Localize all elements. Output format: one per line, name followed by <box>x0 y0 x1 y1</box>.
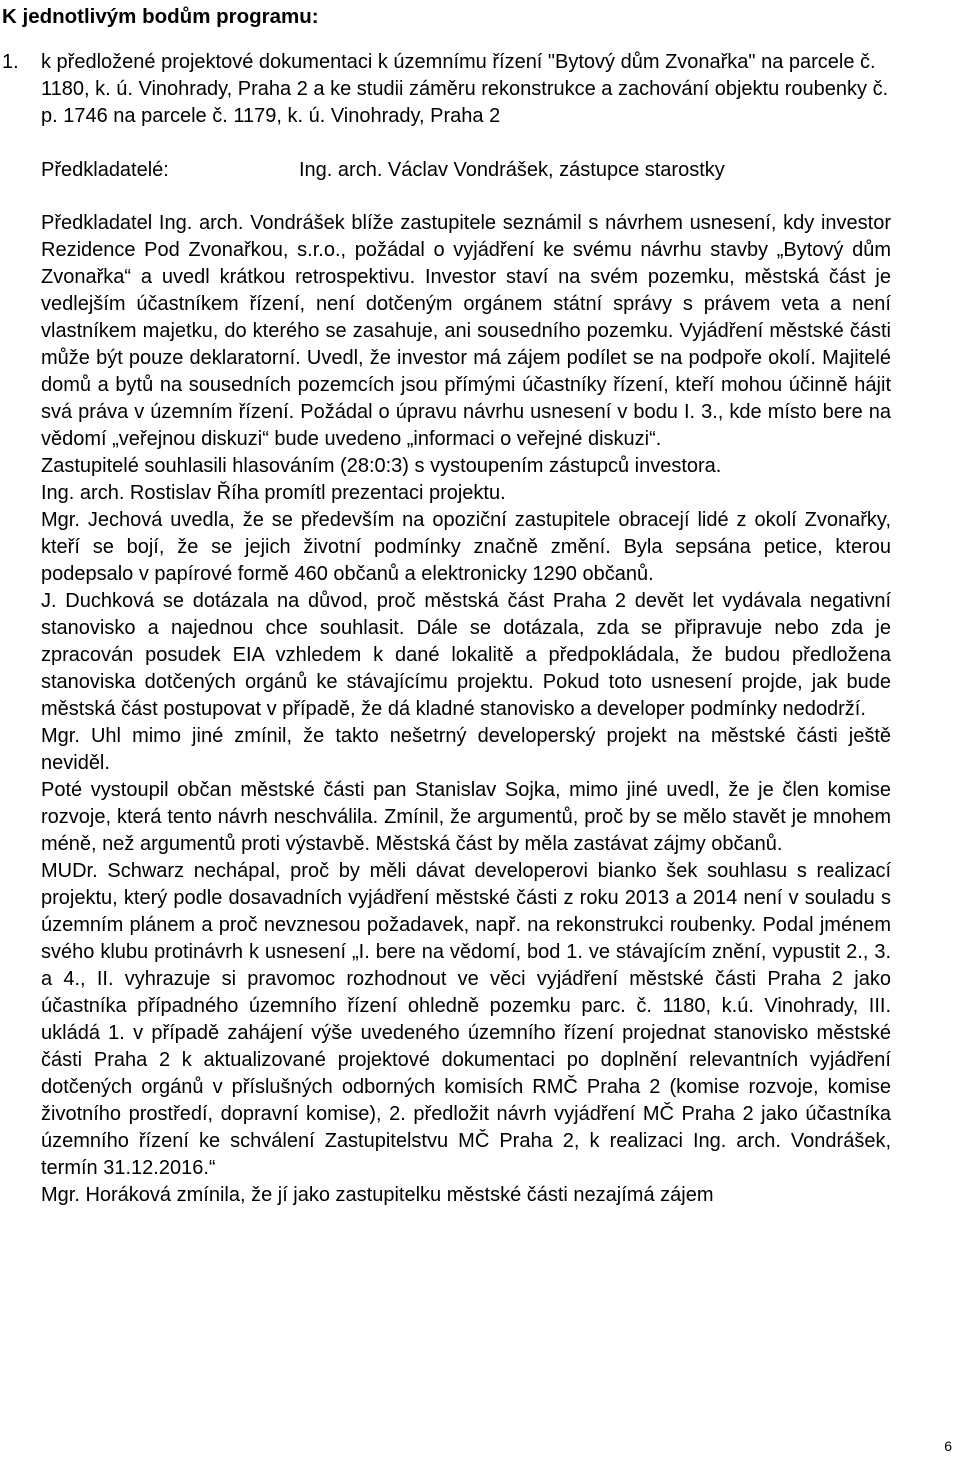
paragraph-riha: Ing. arch. Rostislav Říha promítl prezentaci projektu. <box>41 482 506 504</box>
page-number: 6 <box>944 1438 952 1454</box>
paragraph-sojka: Poté vystoupil občan městské části pan Stanislav Sojka, mimo jiné uvedl, že je člen komise rozvoje, která tento návrh neschválila. Zmínil, že argumentů, proč by se mělo stavět je mnohem méně, než argumentů proti výstavbě. Městská část by měla zastávat zájmy občanů. <box>41 779 891 855</box>
agenda-item-title: k předložené projektové dokumentaci k územnímu řízení "Bytový dům Zvonařka" na parcele č. 1180, k. ú. Vinohrady, Praha 2 a ke studii záměru rekonstrukce a zachování objektu roubenky č. p. 1746 na parcele č. 1179, k. ú. Vinohrady, Praha 2 <box>41 51 889 127</box>
predkladatele-value: Ing. arch. Václav Vondrášek, zástupce starostky <box>299 159 725 181</box>
section-heading: K jednotlivým bodům programu: <box>2 5 319 28</box>
paragraph-duchkova: J. Duchková se dotázala na důvod, proč městská část Praha 2 devět let vydávala negativní stanovisko a najednou chce souhlasit. Dále se dotázala, zda se připravuje nebo zda je zpracován posudek EIA vzhledem k dané lokalitě a předpokládala, že budou předložena stanoviska dotčených orgánů ke stávajícímu projektu. Pokud toto usnesení projde, jak bude městská část postupovat v případě, že dá kladné stanovisko a developer podmínky nedodrží. <box>41 590 891 720</box>
paragraph-horakova: Mgr. Horáková zmínila, že jí jako zastupitelku městské části nezajímá zájem <box>41 1184 714 1206</box>
paragraph-hlasovani: Zastupitelé souhlasili hlasováním (28:0:3) s vystoupením zástupců investora. <box>41 455 722 477</box>
paragraph-jechova: Mgr. Jechová uvedla, že se především na opoziční zastupitele obracejí lidé z okolí Zvonařky, kteří se bojí, že se jejich životní podmínky značně změní. Byla sepsána petice, kterou podepsalo v papírové formě 460 občanů a elektronicky 1290 občanů. <box>41 509 891 585</box>
paragraph-vondrasek: Předkladatel Ing. arch. Vondrášek blíže zastupitele seznámil s návrhem usnesení, kdy investor Rezidence Pod Zvonařkou, s.r.o., požádal o vyjádření ke svému návrhu stavby „Bytový dům Zvonařka“ a uvedl krátkou retrospektivu. Investor staví na svém pozemku, městská část je vedlejším účastníkem řízení, není dotčeným orgánem státní správy s právem veta a není vlastníkem majetku, do kterého se zasahuje, ani sousedního pozemku. Vyjádření městské části může být pouze deklaratorní. Uvedl, že investor má zájem podílet se na podpoře okolí. Majitelé domů a bytů na sousedních pozemcích jsou přímými účastníky řízení, kteří mohou účinně hájit svá práva v územním řízení. Požádal o úpravu návrhu usnesení v bodu I. 3., kde místo bere na vědomí „veřejnou diskuzi“ bude uvedeno „informaci o veřejné diskuzi“. <box>41 212 891 450</box>
paragraph-uhl: Mgr. Uhl mimo jiné zmínil, že takto nešetrný developerský projekt na městské části ještě neviděl. <box>41 725 891 774</box>
minutes-body <box>41 210 891 1209</box>
paragraph-schwarz: MUDr. Schwarz nechápal, proč by měli dávat developerovi bianko šek souhlasu s realizací projektu, který podle dosavadních vyjádření městské části z roku 2013 a 2014 není v souladu s územním plánem a proč nevznesou požadavek, např. na rekonstrukci roubenky. Podal jménem svého klubu protinávrh k usnesení „I. bere na vědomí, bod 1. ve stávajícím znění, vypustit 2., 3. a 4., II. vyhrazuje si pravomoc rozhodnout ve věci vyjádření městské části Praha 2 jako účastníka případného územního řízení ohledně pozemku parc. č. 1180, k.ú. Vinohrady, III. ukládá 1. v případě zahájení výše uvedeného územního řízení projednat stanovisko městské části Praha 2 k aktualizované projektové dokumentaci po doplnění relevantních vyjádření dotčených orgánů v příslušných odborných komisích RMČ Praha 2 (komise rozvoje, komise životního prostředí, dopravní komise), 2. předložit návrh vyjádření MČ Praha 2 jako účastníka územního řízení ke schválení Zastupitelstvu MČ Praha 2, k realizaci Ing. arch. Vondrášek, termín 31.12.2016.“ <box>41 860 891 1179</box>
agenda-item-number: 1. <box>2 51 19 73</box>
predkladatele-row <box>41 157 901 184</box>
predkladatele-label: Předkladatelé: <box>41 159 169 181</box>
